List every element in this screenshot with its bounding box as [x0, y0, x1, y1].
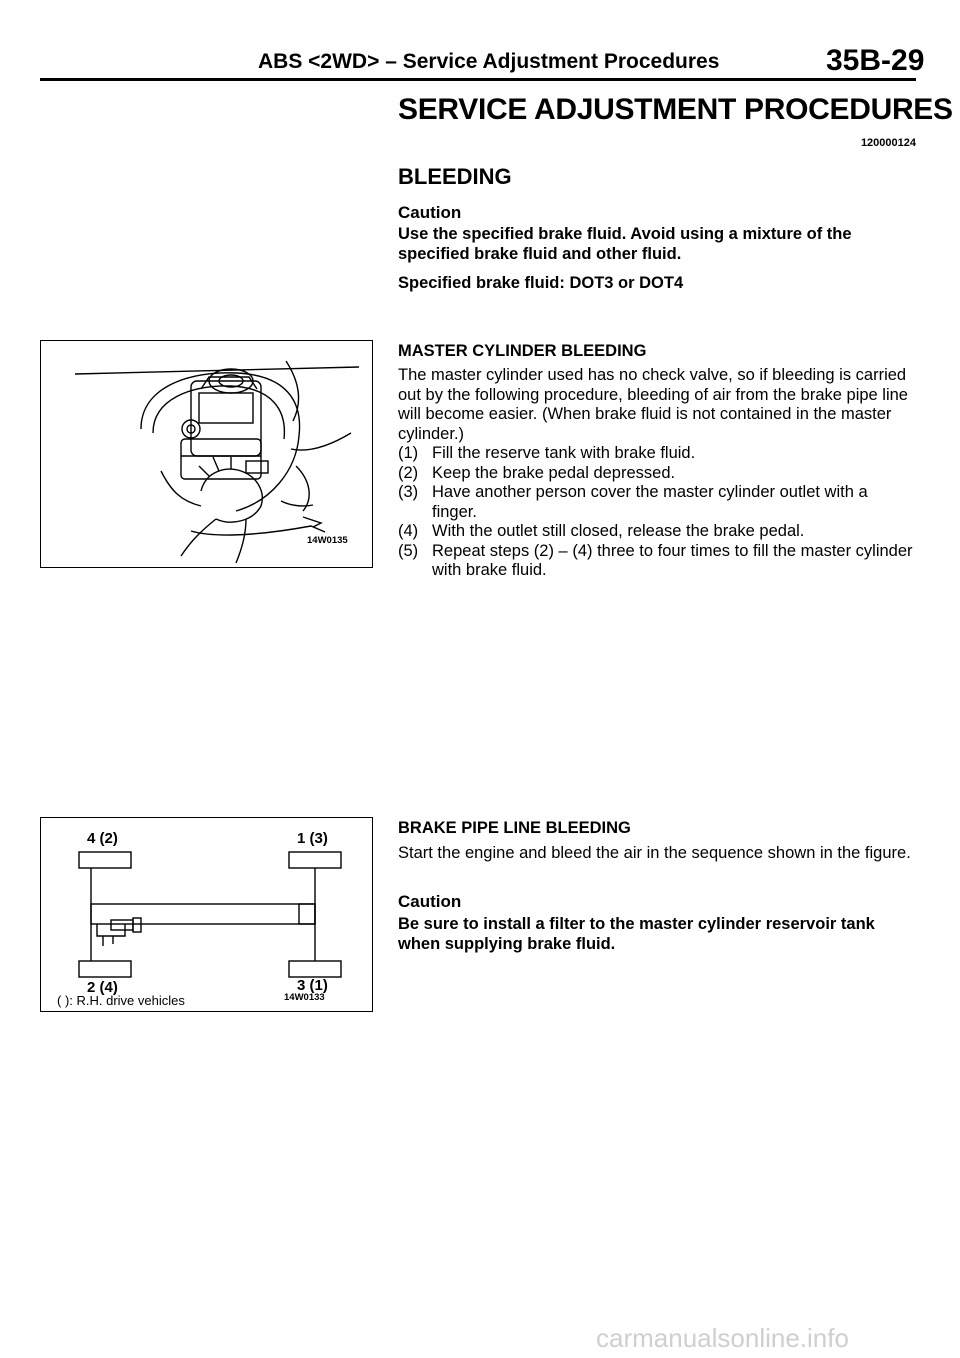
page-number: 35B-29: [826, 44, 925, 77]
section-title: SERVICE ADJUSTMENT PROCEDURES: [398, 93, 953, 126]
step-number: (3): [398, 483, 419, 501]
bleeding-sequence-figure: [40, 817, 373, 1012]
step-text: Have another person cover the master cylinder outlet with a finger.: [432, 483, 868, 521]
master-cylinder-steps: [398, 444, 916, 581]
master-cylinder-intro: The master cylinder used has no check valve, so if bleeding is carried out by the following procedure, bleeding of air from the brake pipe line will become easier. (When brake fluid is not contained in the master cylinder.): [398, 366, 908, 443]
figure1-code: 14W0135: [307, 535, 348, 546]
master-cylinder-figure: [40, 340, 373, 568]
wheel-front-left: [79, 852, 131, 868]
bleeding-heading: BLEEDING: [398, 164, 512, 189]
step-item: [398, 542, 916, 581]
step-number: (2): [398, 463, 419, 482]
watermark: carmanualsonline.info: [596, 1323, 849, 1353]
brake-pipe-heading: BRAKE PIPE LINE BLEEDING: [398, 819, 631, 837]
step-text: Keep the brake pedal depressed.: [432, 463, 676, 482]
step-item: [398, 522, 916, 542]
wheel-rear-left: [79, 961, 131, 977]
step-item: [398, 464, 916, 484]
wheel-label-front-left: 4 (2): [87, 830, 118, 847]
step-text: With the outlet still closed, release the brake pedal.: [432, 522, 805, 540]
wheel-label-front-right: 1 (3): [297, 830, 328, 847]
step-text: Repeat steps (2) – (4) three to four times to fill the master cylinder with brake fluid.: [432, 541, 913, 579]
wheel-rear-right: [289, 961, 341, 977]
figure2-code: 14W0133: [284, 992, 325, 1003]
step-number: (5): [398, 541, 419, 560]
header-rule: [40, 78, 916, 81]
section-code: 120000124: [860, 137, 916, 149]
master-cylinder-heading: MASTER CYLINDER BLEEDING: [398, 342, 647, 360]
brake-pipe-caution-text: Be sure to install a filter to the master cylinder reservoir tank when supplying brake fluid.: [398, 915, 875, 953]
step-number: (1): [398, 444, 419, 462]
step-number: (4): [398, 522, 419, 540]
page-header-title: ABS <2WD> – Service Adjustment Procedures: [258, 50, 720, 73]
bleeding-caution-label: Caution: [398, 203, 462, 222]
bleeding-caution-text: Use the specified brake fluid. Avoid using a mixture of the specified brake fluid and other fluid.: [398, 225, 852, 263]
figure2-note: ( ): R.H. drive vehicles: [57, 993, 185, 1008]
master-cylinder-illustration: [41, 341, 371, 566]
wheel-label-rear-right: 3 (1): [297, 977, 328, 994]
brake-pipe-text: Start the engine and bleed the air in the sequence shown in the figure.: [398, 844, 911, 862]
step-item: [398, 444, 916, 464]
step-text: Fill the reserve tank with brake fluid.: [432, 444, 696, 462]
specified-fluid: Specified brake fluid: DOT3 or DOT4: [398, 274, 684, 292]
wheel-front-right: [289, 852, 341, 868]
wheel-label-rear-left: 2 (4): [87, 979, 118, 996]
brake-pipe-caution-label: Caution: [398, 892, 462, 911]
step-item: [398, 483, 916, 522]
